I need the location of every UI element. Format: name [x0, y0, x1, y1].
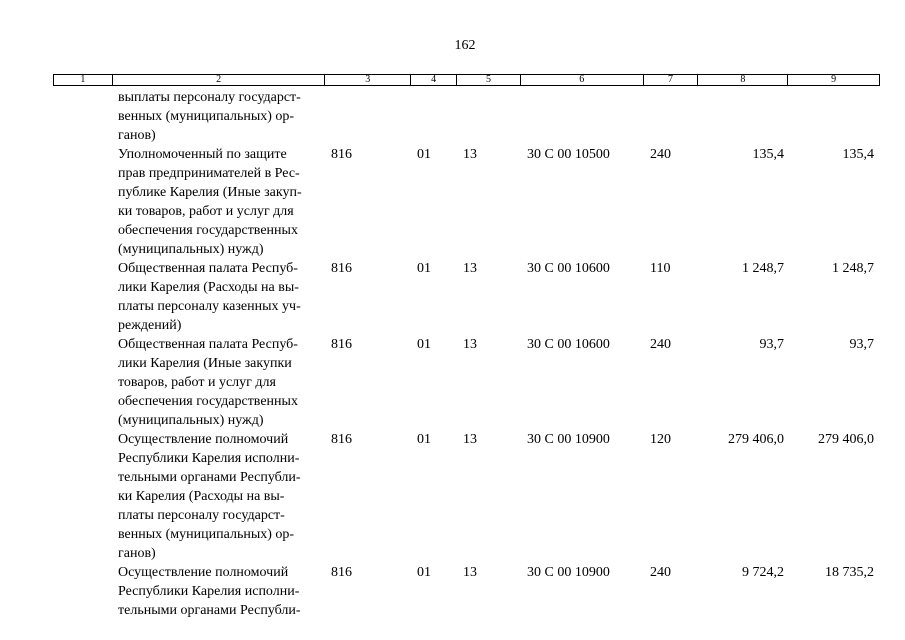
- row-name-line: ки товаров, работ и услуг для: [118, 204, 294, 219]
- row-subsection: 13: [463, 432, 477, 447]
- row-name-line: платы персоналу государст-: [118, 508, 285, 523]
- row-section: 01: [417, 565, 431, 580]
- row-name: [118, 145, 318, 259]
- row-name-line: выплаты персоналу государст-: [118, 90, 301, 105]
- row-target: 30 С 00 10600: [527, 261, 610, 276]
- row-name-line: венных (муниципальных) ор-: [118, 109, 295, 124]
- row-name-line: тельными органами Республи-: [118, 603, 301, 618]
- row-code: 816: [331, 337, 352, 352]
- table-row: [0, 259, 905, 335]
- row-name-line: лики Карелия (Расходы на вы-: [118, 280, 299, 295]
- header-cell-4: 4: [411, 75, 457, 85]
- row-name-line: реждений): [118, 318, 182, 333]
- header-cell-7: 7: [644, 75, 699, 85]
- row-amount-2: 93,7: [849, 337, 874, 352]
- table-row: [0, 430, 905, 563]
- row-amount-1: 9 724,2: [742, 565, 784, 580]
- row-section: 01: [417, 337, 431, 352]
- row-name-line: венных (муниципальных) ор-: [118, 527, 295, 542]
- row-amount-1: 279 406,0: [728, 432, 784, 447]
- row-name-line: тельными органами Республи-: [118, 470, 301, 485]
- row-name-line: платы персоналу казенных уч-: [118, 299, 301, 314]
- row-name-line: обеспечения государственных: [118, 223, 298, 238]
- row-name-line: товаров, работ и услуг для: [118, 375, 276, 390]
- row-code: 816: [331, 565, 352, 580]
- row-target: 30 С 00 10900: [527, 432, 610, 447]
- row-name-line: Уполномоченный по защите: [118, 147, 287, 162]
- row-section: 01: [417, 147, 431, 162]
- row-target: 30 С 00 10500: [527, 147, 610, 162]
- row-name: [118, 563, 318, 620]
- row-amount-1: 1 248,7: [742, 261, 784, 276]
- row-subsection: 13: [463, 337, 477, 352]
- row-name-line: ки Карелия (Расходы на вы-: [118, 489, 285, 504]
- row-section: 01: [417, 261, 431, 276]
- header-cell-2: 2: [113, 75, 325, 85]
- row-name-line: Республики Карелия исполни-: [118, 584, 300, 599]
- row-amount-1: 93,7: [759, 337, 784, 352]
- row-target: 30 С 00 10600: [527, 337, 610, 352]
- row-amount-2: 1 248,7: [832, 261, 874, 276]
- page-number: 162: [454, 38, 476, 53]
- row-expense-type: 240: [650, 337, 671, 352]
- header-cell-5: 5: [457, 75, 521, 85]
- table-row: [0, 563, 905, 620]
- row-name: [118, 430, 318, 563]
- row-subsection: 13: [463, 261, 477, 276]
- row-amount-2: 18 735,2: [825, 565, 874, 580]
- row-name-line: ганов): [118, 128, 156, 143]
- row-name-line: ганов): [118, 546, 156, 561]
- header-cell-9: 9: [831, 74, 837, 85]
- row-expense-type: 120: [650, 432, 671, 447]
- header-cell-6: 6: [521, 75, 644, 85]
- row-amount-2: 279 406,0: [818, 432, 874, 447]
- row-code: 816: [331, 147, 352, 162]
- row-expense-type: 110: [650, 261, 671, 276]
- row-name-line: обеспечения государственных: [118, 394, 298, 409]
- header-cell-3: 3: [325, 75, 411, 85]
- row-expense-type: 240: [650, 565, 671, 580]
- row-amount-1: 135,4: [752, 147, 784, 162]
- row-name-line: прав предпринимателей в Рес-: [118, 166, 300, 181]
- header-cell-8: 8: [698, 75, 788, 85]
- row-expense-type: 240: [650, 147, 671, 162]
- row-name-line: Осуществление полномочий: [118, 432, 289, 447]
- row-target: 30 С 00 10900: [527, 565, 610, 580]
- row-name: [118, 335, 318, 430]
- row-name-line: лики Карелия (Иные закупки: [118, 356, 292, 371]
- row-name: [118, 88, 318, 145]
- row-code: 816: [331, 432, 352, 447]
- table-row: [0, 88, 905, 145]
- row-amount-2: 135,4: [842, 147, 874, 162]
- row-name-line: публике Карелия (Иные закуп-: [118, 185, 302, 200]
- row-name-line: Республики Карелия исполни-: [118, 451, 300, 466]
- row-name: [118, 259, 318, 335]
- table-row: [0, 145, 905, 259]
- table-body: [0, 88, 905, 620]
- table-row: [0, 335, 905, 430]
- row-name-line: (муниципальных) нужд): [118, 413, 264, 428]
- header-cell-1: 1: [54, 75, 113, 85]
- row-section: 01: [417, 432, 431, 447]
- row-name-line: Общественная палата Респуб-: [118, 337, 298, 352]
- row-name-line: Общественная палата Респуб-: [118, 261, 298, 276]
- row-name-line: (муниципальных) нужд): [118, 242, 264, 257]
- row-subsection: 13: [463, 565, 477, 580]
- table-header: [53, 74, 880, 86]
- row-name-line: Осуществление полномочий: [118, 565, 289, 580]
- row-code: 816: [331, 261, 352, 276]
- row-subsection: 13: [463, 147, 477, 162]
